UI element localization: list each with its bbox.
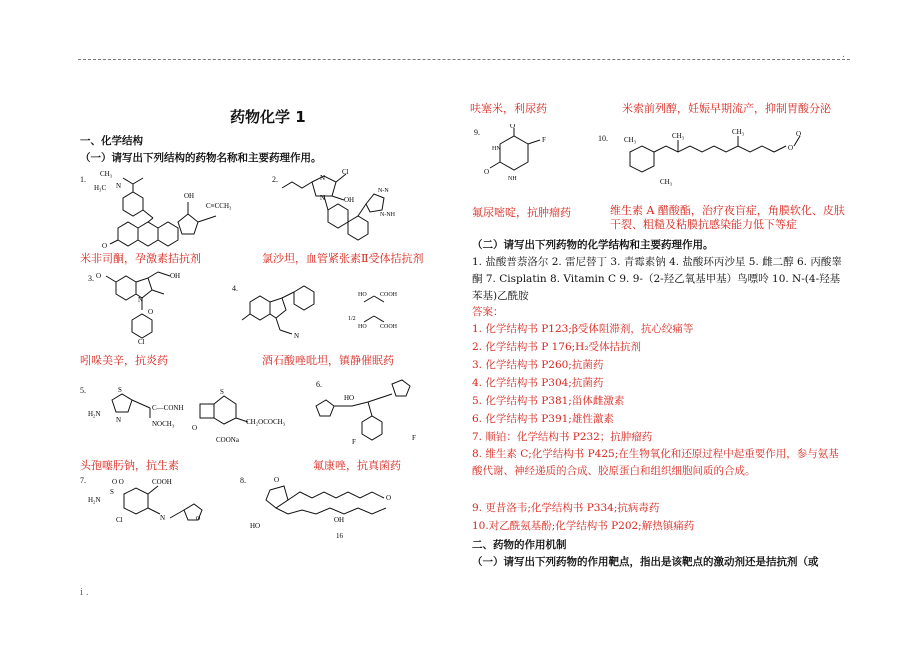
structure-vitamin-a-acetate — [610, 128, 840, 198]
answer-item: 4. 化学结构书 P304;抗菌药 — [472, 377, 604, 389]
structure-caption: 维生素 A 醋酸酯，治疗夜盲症，角膜软化、皮肤干裂、粗糙及粘膜抗感染能力低下等症 — [610, 204, 845, 231]
answer-item: 3. 化学结构书 P260;抗菌药 — [472, 359, 604, 371]
structure-misoprostol — [246, 470, 446, 548]
structure-fluorouracil — [480, 124, 570, 196]
furosemide-caption: 呋塞米，利尿药 — [470, 102, 547, 115]
svg-text:HO: HO — [358, 324, 367, 330]
svg-text:N-NH: N-NH — [380, 212, 395, 218]
svg-text:C≡CCH₃: C≡CCH₃ — [206, 202, 232, 210]
svg-text:Cl: Cl — [116, 516, 123, 524]
subsection-heading-1: （一）请写出下列结构的药物名称和主要药理作用。 — [80, 152, 322, 164]
answer-item: 6. 化学结构书 P391;雄性激素 — [472, 413, 614, 425]
svg-text:N-N: N-N — [378, 188, 389, 194]
svg-text:O O: O O — [112, 478, 124, 486]
svg-text:COOH: COOH — [152, 478, 172, 486]
page-title: 药物化学 1 — [230, 108, 306, 126]
svg-text:O: O — [386, 494, 392, 502]
svg-text:OH: OH — [344, 196, 355, 204]
svg-text:N: N — [138, 296, 144, 304]
subsection-heading-2: （二）请写出下列药物的化学结构和主要药理作用。 — [472, 239, 714, 251]
answer-item: 1. 化学结构书 P123;β受体阻滞剂，抗心绞痛等 — [472, 323, 694, 335]
svg-text:O: O — [484, 168, 490, 176]
svg-text:S: S — [110, 488, 114, 496]
svg-text:HO: HO — [344, 394, 355, 402]
structure-number: 3. — [88, 274, 94, 283]
svg-text:HO: HO — [358, 292, 367, 298]
structure-number: 10. — [598, 134, 608, 143]
svg-text:H₂N: H₂N — [88, 496, 101, 504]
misoprostol-caption: 米索前列醇，妊娠早期流产，抑制胃酸分泌 — [622, 102, 831, 115]
subsection-heading-3: （一）请写出下列药物的作用靶点，指出是该靶点的激动剂还是拮抗剂（或 — [472, 556, 819, 568]
svg-text:NH: NH — [508, 176, 517, 182]
structure-caption: 氟尿嘧啶，抗肿瘤药 — [472, 206, 571, 219]
svg-text:CH₃: CH₃ — [100, 170, 113, 178]
structure-indometacin — [96, 268, 226, 344]
section-heading-2: 二、药物的作用机制 — [472, 539, 567, 551]
svg-text:CH₂OCOCH₃: CH₂OCOCH₃ — [246, 418, 286, 426]
svg-text:COOH: COOH — [380, 292, 398, 298]
svg-text:C—CONH: C—CONH — [152, 404, 184, 412]
svg-text:F: F — [542, 136, 546, 144]
svg-text:COONa: COONa — [216, 436, 239, 444]
svg-text:O: O — [796, 130, 802, 138]
structure-number: 9. — [474, 128, 480, 137]
answer-item: 10.对乙酰氨基酚;化学结构书 P202;解热镇痛药 — [472, 520, 695, 532]
footer-mark: i . — [80, 588, 89, 598]
svg-text:COOH: COOH — [380, 324, 398, 330]
svg-text:NOCH₃: NOCH₃ — [152, 420, 175, 428]
structure-caption: 吲哚美辛，抗炎药 — [80, 354, 168, 367]
svg-text:1/2: 1/2 — [348, 316, 356, 322]
svg-text:CH₃: CH₃ — [660, 178, 673, 186]
svg-text:S: S — [220, 388, 224, 396]
section-heading-1: 一、化学结构 — [80, 135, 143, 147]
structure-caption: 米非司酮，孕激素拮抗剂 — [80, 252, 201, 265]
svg-text:O: O — [274, 476, 280, 484]
structure-caption: 氯沙坦，血管紧张素Ⅱ受体拮抗剂 — [262, 252, 424, 265]
structure-furosemide — [88, 472, 228, 542]
structure-number: 2. — [272, 175, 278, 184]
structure-cefotaxime — [88, 378, 308, 450]
svg-text:OH: OH — [184, 192, 195, 200]
svg-text:HN: HN — [492, 146, 501, 152]
answer-item: 5. 化学结构书 P381;甾体雌激素 — [472, 395, 625, 407]
svg-text:N: N — [160, 514, 166, 522]
svg-text:H₃C: H₃C — [94, 184, 107, 192]
header-rule — [78, 59, 850, 60]
svg-text:H₂N: H₂N — [88, 410, 101, 418]
answer-item: 2. 化学结构书 P 176;H₂受体拮抗剂 — [472, 341, 642, 353]
structure-caption: 酒石酸唑吡坦，镇静催眠药 — [262, 354, 394, 367]
drug-list: 1. 盐酸普萘洛尔 2. 雷尼替丁 3. 青霉素钠 4. 盐酸环丙沙星 5. 雌二醇 6. 丙酸睾酮 7. Cisplatin 8. Vitamin C 9. 9-（2-羟乙氧基甲基）鸟嘌呤 10. N-(4-羟基苯基)乙酰胺 — [472, 256, 842, 302]
svg-text:F: F — [412, 434, 416, 442]
svg-text:16: 16 — [336, 532, 343, 540]
svg-text:N: N — [294, 332, 300, 340]
svg-text:F: F — [352, 438, 356, 446]
svg-text:HO: HO — [250, 522, 261, 530]
svg-text:O: O — [788, 144, 794, 152]
svg-text:CH₃: CH₃ — [732, 128, 745, 136]
svg-text:O: O — [96, 272, 102, 280]
structure-number: 6. — [316, 380, 322, 389]
header-dot: . — [842, 50, 845, 60]
structure-number: 8. — [240, 476, 246, 485]
svg-text:O: O — [196, 516, 201, 522]
svg-text:S: S — [118, 386, 122, 394]
structure-number: 4. — [232, 284, 238, 293]
svg-text:O: O — [192, 424, 198, 432]
svg-text:N: N — [116, 416, 122, 424]
structure-mifepristone — [88, 168, 248, 250]
svg-text:Cl: Cl — [138, 338, 145, 344]
answer-item: 8. 维生素 C;化学结构书 P425;在生物氧化和还原过程中起重要作用，参与氨基酸代谢、神经递质的合成、胶原蛋白和组织细胞间质的合成。 — [472, 448, 839, 477]
structure-number: 7. — [80, 476, 86, 485]
svg-text:O: O — [510, 124, 516, 130]
svg-text:CH₃: CH₃ — [672, 132, 685, 140]
structure-zolpidem-tartrate — [240, 272, 440, 348]
svg-text:N: N — [116, 182, 122, 190]
structure-caption: 头孢噻肟钠，抗生素 — [80, 459, 179, 472]
svg-text:O: O — [148, 308, 154, 316]
svg-text:O: O — [102, 242, 108, 250]
svg-text:OH: OH — [334, 516, 345, 524]
svg-text:N: N — [320, 174, 326, 182]
structure-number: 1. — [80, 175, 86, 184]
structure-caption: 氟康唑，抗真菌药 — [313, 459, 401, 472]
answer-label: 答案： — [472, 306, 504, 318]
svg-text:OH: OH — [170, 272, 181, 280]
svg-text:N: N — [320, 194, 326, 202]
structure-number: 5. — [80, 386, 86, 395]
structure-losartan — [280, 166, 440, 246]
svg-text:Cl: Cl — [342, 168, 349, 176]
structure-fluconazole — [312, 376, 442, 454]
answer-item: 7. 顺铂：化学结构书 P232；抗肿瘤药 — [472, 431, 653, 443]
svg-text:CH₃: CH₃ — [624, 136, 637, 144]
answer-item: 9. 更昔洛韦;化学结构书 P334;抗病毒药 — [472, 502, 660, 514]
